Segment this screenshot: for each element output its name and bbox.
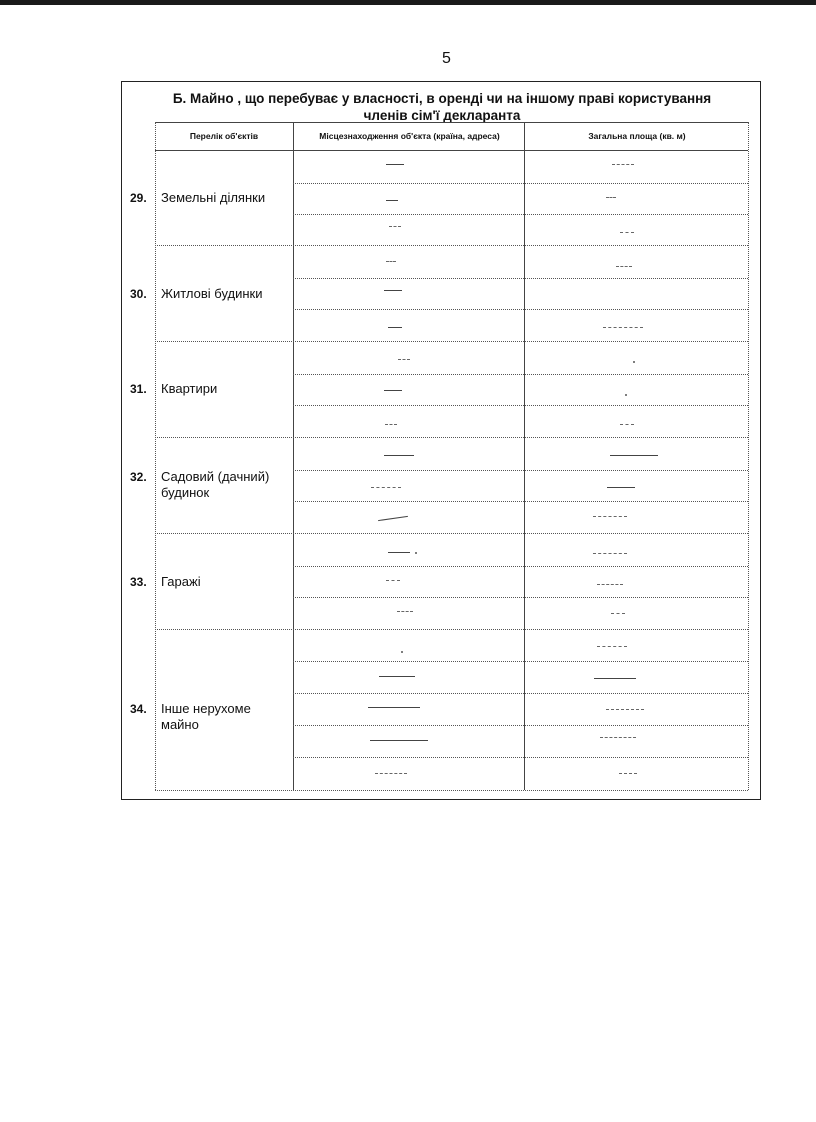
sub-row-line — [293, 693, 748, 694]
ink-dot — [415, 552, 417, 554]
table-bottom-border — [155, 790, 748, 791]
table-top-border — [155, 122, 748, 123]
dash-mark — [603, 327, 643, 328]
group-separator — [155, 437, 748, 438]
dash-mark — [619, 773, 637, 774]
sub-row-line — [293, 470, 748, 471]
dash-mark — [612, 164, 634, 165]
dash-mark — [386, 261, 396, 262]
dash-mark — [611, 613, 625, 614]
sub-row-line — [293, 183, 748, 184]
sub-row-line — [293, 661, 748, 662]
row-label-country-house: Садовий (дачний) будинок — [161, 469, 270, 500]
dash-mark — [398, 359, 410, 360]
sub-row-line — [293, 566, 748, 567]
section-title — [122, 90, 762, 124]
dash-mark — [370, 740, 428, 741]
dash-mark — [379, 676, 415, 677]
dash-mark — [606, 709, 644, 710]
sub-row-line — [293, 725, 748, 726]
dash-mark — [385, 424, 397, 425]
dash-mark — [620, 424, 634, 425]
sub-row-line — [293, 501, 748, 502]
group-separator — [155, 533, 748, 534]
sub-row-line — [293, 597, 748, 598]
row-label-land-plots: Земельні ділянки — [161, 190, 266, 205]
dash-mark — [606, 197, 616, 198]
group-separator — [155, 629, 748, 630]
dash-mark — [610, 455, 658, 456]
column-divider-1 — [293, 122, 294, 790]
column-header-objects: Перелік об'єктів — [189, 131, 259, 141]
table-right-border — [748, 122, 749, 790]
dash-mark — [593, 553, 627, 554]
dash-mark — [593, 516, 627, 517]
sub-row-line — [293, 757, 748, 758]
ink-dot — [625, 394, 627, 396]
column-header-location: Місцезнаходження об'єкта (країна, адреса) — [319, 131, 500, 141]
dash-mark — [607, 487, 635, 488]
sub-row-line — [293, 309, 748, 310]
dash-mark — [384, 455, 414, 456]
header-bottom-border — [155, 150, 748, 151]
ink-dot — [401, 651, 403, 653]
group-separator — [155, 245, 748, 246]
dash-mark — [386, 200, 398, 201]
dash-mark — [386, 164, 404, 165]
ink-dot — [633, 361, 635, 363]
row-label-residential-houses: Житлові будинки — [161, 286, 263, 301]
top-scan-border — [0, 0, 816, 5]
dash-mark — [594, 678, 636, 679]
column-header-area: Загальна площа (кв. м) — [588, 131, 686, 141]
row-number-32: 32. — [130, 470, 147, 484]
dash-mark — [388, 327, 402, 328]
row-label-apartments: Квартири — [161, 381, 218, 396]
row-number-34: 34. — [130, 702, 147, 716]
row-label-garages: Гаражі — [161, 574, 201, 589]
sub-row-line — [293, 278, 748, 279]
sub-row-line — [293, 214, 748, 215]
row-number-31: 31. — [130, 382, 147, 396]
dash-mark — [384, 290, 402, 291]
dash-mark — [616, 266, 632, 267]
dash-mark — [620, 232, 634, 233]
sub-row-line — [293, 374, 748, 375]
dash-mark — [375, 773, 407, 774]
section-title-line1: Б. Майно , що перебуває у власності, в оренді чи на іншому праві користування — [172, 91, 712, 106]
column-divider-2 — [524, 122, 525, 790]
dash-mark — [371, 487, 401, 488]
row-number-33: 33. — [130, 575, 147, 589]
page-number: 5 — [442, 50, 451, 67]
group-separator — [155, 341, 748, 342]
dash-mark — [368, 707, 420, 708]
dash-mark — [600, 737, 636, 738]
row-label-other-real-estate: Інше нерухоме майно — [161, 701, 251, 732]
dash-mark — [597, 646, 627, 647]
row-number-29: 29. — [130, 191, 147, 205]
dash-mark — [389, 226, 401, 227]
dash-mark — [384, 390, 402, 391]
sub-row-line — [293, 405, 748, 406]
dash-mark — [388, 552, 410, 553]
dash-mark — [597, 584, 623, 585]
table-left-border — [155, 122, 156, 790]
dash-mark — [386, 580, 400, 581]
section-title-line2: членів сім'ї декларанта — [363, 108, 521, 123]
row-number-30: 30. — [130, 287, 147, 301]
dash-mark — [397, 611, 413, 612]
